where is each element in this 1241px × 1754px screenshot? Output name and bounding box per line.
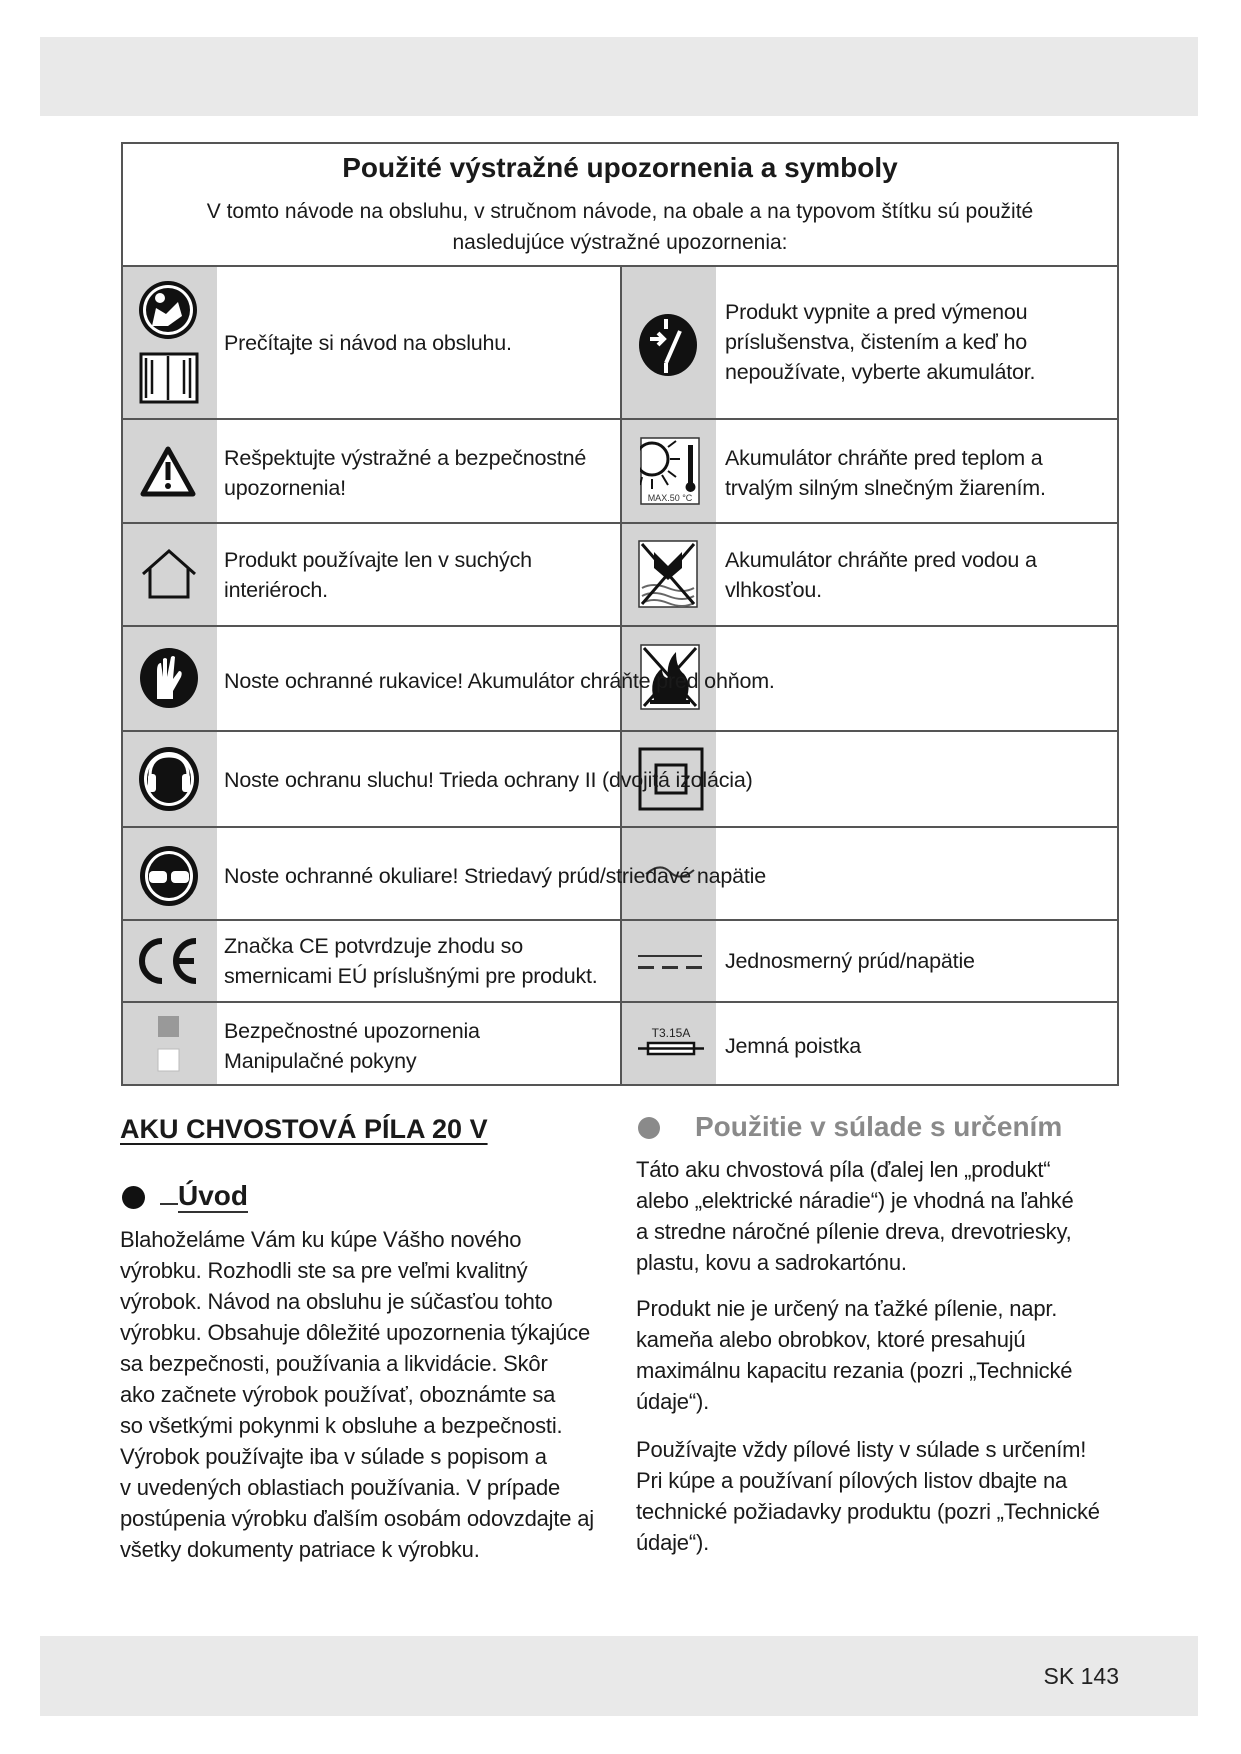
paragraph-line: Používajte vždy pílové listy v súlade s určením! bbox=[636, 1437, 1087, 1462]
usage-paragraph-1 bbox=[636, 1154, 1073, 1278]
cell-line: Noste ochranu sluchu! Trieda ochrany II (dvojitá izolácia) bbox=[224, 768, 753, 792]
paragraph-line: maximálnu kapacitu rezania (pozri „Technické bbox=[636, 1358, 1073, 1383]
usage-paragraph-3 bbox=[636, 1434, 1100, 1558]
paragraph-line: v uvedených oblastiach používania. V prípade bbox=[120, 1475, 561, 1500]
paragraph-line: Blahoželáme Vám ku kúpe Vášho nového bbox=[120, 1227, 522, 1252]
intro-paragraph bbox=[120, 1224, 594, 1565]
cell-line: Jemná poistka bbox=[725, 1034, 862, 1058]
table-row-2-left bbox=[224, 443, 586, 503]
intro-heading bbox=[160, 1180, 248, 1212]
remove-battery-icon bbox=[638, 313, 698, 377]
table-row-7-left bbox=[224, 931, 598, 991]
gloves-icon bbox=[139, 647, 199, 709]
cell-line: Jednosmerný prúd/napätie bbox=[725, 949, 975, 973]
ear-protection-icon bbox=[138, 746, 200, 812]
table-row-8-left bbox=[224, 1016, 480, 1076]
paragraph-line: alebo „elektrické náradie“) je vhodná na ľahké bbox=[636, 1188, 1074, 1213]
read-manual-icon bbox=[138, 280, 202, 408]
paragraph-line: údaje“). bbox=[636, 1530, 709, 1555]
paragraph-line: sa bezpečnosti, používania a likvidácie. Skôr bbox=[120, 1351, 548, 1376]
paragraph-line: plastu, kovu a sadrokartónu. bbox=[636, 1250, 907, 1275]
paragraph-line: údaje“). bbox=[636, 1389, 709, 1414]
table-row-2-right bbox=[725, 443, 1046, 503]
header-band bbox=[40, 37, 1198, 116]
paragraph-line: výrobku. Rozhodli ste sa pre veľmi kvalitný bbox=[120, 1258, 528, 1283]
paragraph-line: ako začnete výrobok používať, oboznámte sa bbox=[120, 1382, 556, 1407]
intro-heading-text: Úvod bbox=[178, 1180, 248, 1211]
cell-line: Produkt vypnite a pred výmenou bbox=[725, 300, 1028, 324]
eye-protection-icon bbox=[139, 845, 199, 907]
ce-mark-icon bbox=[136, 937, 202, 985]
paragraph-line: technické požiadavky produktu (pozri „Technické bbox=[636, 1499, 1100, 1524]
heat-limit-label: MAX.50 °C bbox=[647, 493, 693, 503]
table-row-6-left bbox=[224, 861, 766, 891]
cell-line: Rešpektujte výstražné a bezpečnostné bbox=[224, 446, 587, 470]
paragraph-line: Produkt nie je určený na ťažké pílenie, napr. bbox=[636, 1296, 1058, 1321]
table-row-4-left bbox=[224, 666, 775, 696]
cell-line: Produkt používajte len v suchých bbox=[224, 548, 532, 572]
warning-triangle-icon bbox=[140, 445, 196, 497]
table-title: Použité výstražné upozornenia a symboly bbox=[342, 152, 898, 183]
paragraph-line: Táto aku chvostová píla (ďalej len „produkt“ bbox=[636, 1157, 1051, 1182]
paragraph-line: a stredne náročné pílenie dreva, drevotriesky, bbox=[636, 1219, 1072, 1244]
product-title: AKU CHVOSTOVÁ PÍLA 20 V bbox=[120, 1114, 488, 1144]
cell-line: smernicami EÚ príslušnými pre produkt. bbox=[224, 964, 598, 988]
cell-line: trvalým silným slnečným žiarením. bbox=[725, 476, 1046, 500]
usage-heading: Použitie v súlade s určením bbox=[695, 1111, 1063, 1142]
dc-current-icon bbox=[638, 952, 702, 972]
cell-line: vlhkosťou. bbox=[725, 578, 822, 602]
intro-line: V tomto návode na obsluhu, v stručnom návode, na obale a na typovom štítku sú použité bbox=[206, 200, 1034, 223]
cell-line: Akumulátor chráňte pred vodou a bbox=[725, 548, 1037, 572]
table-intro bbox=[121, 196, 1119, 258]
cell-line: interiéroch. bbox=[224, 578, 328, 602]
cell-line: Noste ochranné rukavice! Akumulátor chráňte pred ohňom. bbox=[224, 669, 775, 693]
cell-line: nepoužívate, vyberte akumulátor. bbox=[725, 360, 1036, 384]
paragraph-line: kameňa alebo obrobkov, ktoré presahujú bbox=[636, 1327, 1026, 1352]
table-row-3-left bbox=[224, 545, 532, 605]
intro-bullet-icon bbox=[122, 1186, 145, 1209]
cell-line: Noste ochranné okuliare! Striedavý prúd/striedavé napätie bbox=[224, 864, 766, 888]
legend-squares-icon bbox=[156, 1014, 182, 1074]
house-icon bbox=[140, 548, 198, 600]
fuse-icon bbox=[638, 1026, 704, 1062]
paragraph-line: Výrobok používajte iba v súlade s popisom a bbox=[120, 1444, 547, 1469]
cell-line: Manipulačné pokyny bbox=[224, 1049, 417, 1073]
heat-sun-icon bbox=[640, 437, 700, 505]
paragraph-line: výrobok. Návod na obsluhu je súčasťou tohto bbox=[120, 1289, 553, 1314]
cell-line: príslušenstva, čistením a keď ho bbox=[725, 330, 1027, 354]
table-row-1-right bbox=[725, 297, 1035, 387]
cell-line: Akumulátor chráňte pred teplom a bbox=[725, 446, 1043, 470]
no-water-icon bbox=[638, 540, 698, 608]
paragraph-line: výrobku. Obsahuje dôležité upozornenia týkajúce bbox=[120, 1320, 591, 1345]
paragraph-line: Pri kúpe a používaní pílových listov dbajte na bbox=[636, 1468, 1068, 1493]
table-row-8-right bbox=[725, 1031, 861, 1061]
table-row-7-right bbox=[725, 946, 975, 976]
table-row-3-right bbox=[725, 545, 1037, 605]
cell-line: Prečítajte si návod na obsluhu. bbox=[224, 331, 512, 355]
intro-line: nasledujúce výstražné upozornenia: bbox=[452, 231, 788, 254]
cell-line: Bezpečnostné upozornenia bbox=[224, 1019, 480, 1043]
cell-line: upozornenia! bbox=[224, 476, 346, 500]
page-number: SK 143 bbox=[1043, 1663, 1119, 1689]
paragraph-line: so všetkými pokynmi k obsluhe a bezpečnosti. bbox=[120, 1413, 563, 1438]
footer-band bbox=[40, 1636, 1198, 1716]
table-row-5-left bbox=[224, 765, 753, 795]
table-row-1-left bbox=[224, 328, 512, 358]
cell-line: Značka CE potvrdzuje zhodu so bbox=[224, 934, 523, 958]
fuse-rating-label: T3.15A bbox=[651, 1026, 691, 1040]
usage-paragraph-2 bbox=[636, 1293, 1072, 1417]
paragraph-line: všetky dokumenty patriace k výrobku. bbox=[120, 1537, 480, 1562]
usage-bullet-icon bbox=[638, 1117, 660, 1139]
paragraph-line: postúpenia výrobku ďalším osobám odovzdajte aj bbox=[120, 1506, 594, 1531]
